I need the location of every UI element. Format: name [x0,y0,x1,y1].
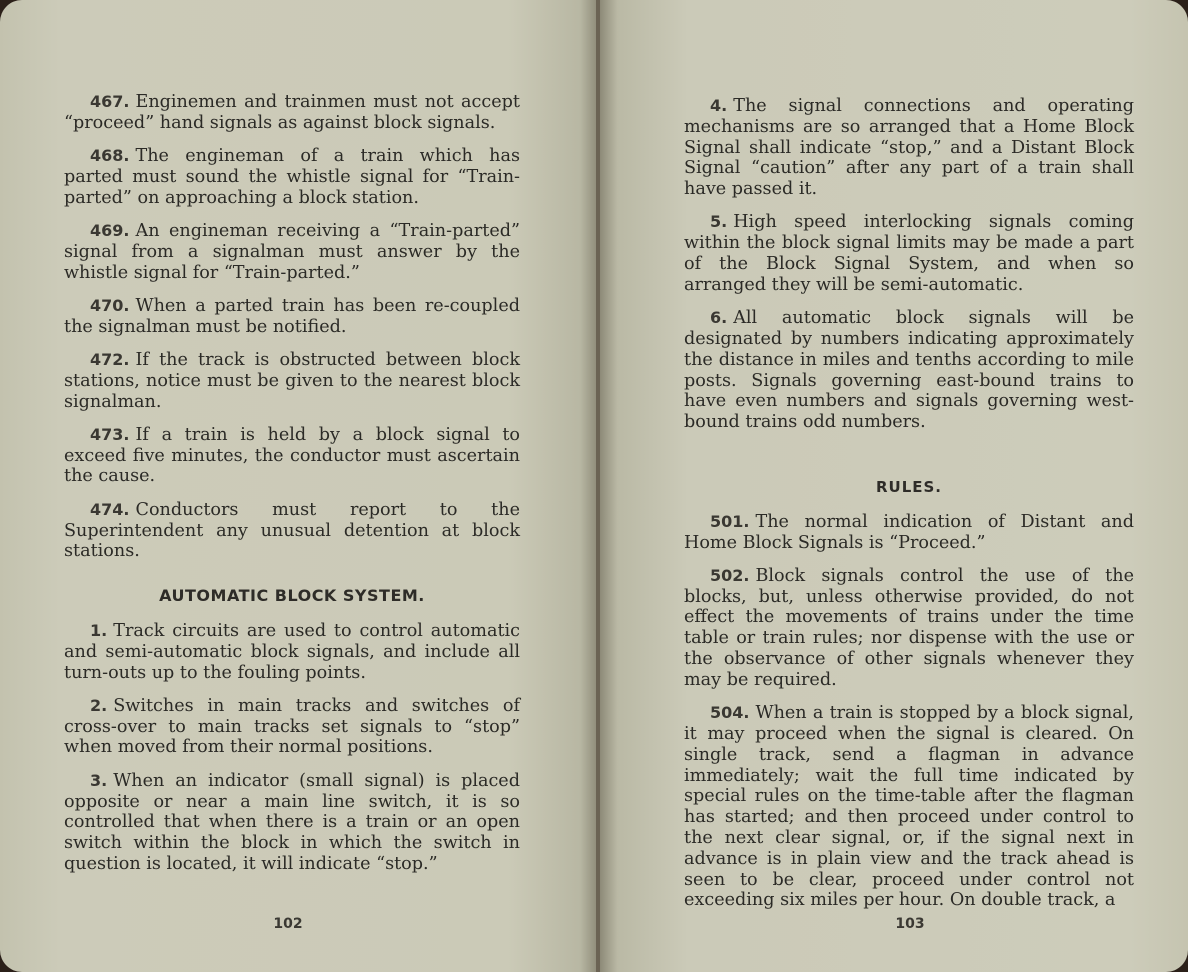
rule-text: Enginemen and trainmen must not accept “proceed” hand signals as against block signals. [64,92,520,133]
rule-paragraph [64,696,520,758]
rule-number: 501. [710,511,750,531]
rule-paragraph [64,221,520,283]
rule-text: Switches in main tracks and switches of cross-over to main tracks set signals to “stop” when moved from their normal positions. [64,695,520,758]
rule-number: 467. [90,92,130,111]
rule-text: The engineman of a train which has parted must sound the whistle signal for “Train-parted” on approaching a block station. [64,146,520,208]
rule-number: 5. [710,212,728,232]
rule-number: 4. [710,96,728,115]
rule-text: The normal indication of Distant and Home Block Signals is “Proceed.” [684,511,1134,553]
rule-number: 472. [90,349,130,369]
rule-text: The signal connections and operating mechanisms are so arranged that a Home Block Signal shall indicate “stop,” and a Distant Block Signal “caution” after any part of a train shall have passed it. [684,96,1134,200]
rule-paragraph [684,512,1134,554]
rule-number: 1. [90,620,108,640]
rule-number: 469. [90,220,130,240]
rule-number: 474. [90,499,130,519]
left-page-text [64,92,520,887]
rule-text: Block signals control the use of the blocks, but, unless otherwise provided, do not effect the movements of trains under the time table or train rules; nor dispense with the use or the observance of other signals whenever they may be required. [684,565,1134,690]
rule-number: 470. [90,295,130,315]
rule-number: 2. [90,695,108,715]
rule-text: Track circuits are used to control automatic and semi-automatic block signals, and include all turn-outs up to the fouling points. [64,620,520,683]
rule-paragraph [684,308,1134,433]
rule-text: If the track is obstructed between block stations, notice must be given to the nearest block signalman. [64,349,520,412]
rule-paragraph [684,96,1134,200]
rule-paragraph [64,621,520,683]
rule-text: High speed interlocking signals coming within the block signal limits may be made a part of the Block Signal System, and when so arranged they will be semi-automatic. [684,212,1134,295]
page-number: 103 [895,916,925,932]
rule-paragraph [684,212,1134,295]
section-heading: RULES. [875,477,943,496]
rule-number: 468. [90,146,130,166]
rule-paragraph [684,703,1134,911]
rule-text: When a parted train has been re-coupled the signalman must be notified. [64,295,520,337]
rule-number: 502. [710,565,750,585]
rule-paragraph [64,146,520,208]
rule-paragraph [64,296,520,338]
rule-paragraph [64,350,520,412]
rule-text: When a train is stopped by a block signal, it may proceed when the signal is cleared. On single track, send a flagman in advance immediately; wait the full time indicated by special rules on the time-table after the flagman has started; and then proceed under control to the next clear signal, or, if the signal next in advance is in plain view and the track ahead is seen to be clear, proceed under control not exceeding six miles per hour. On double track, a [684,703,1134,911]
right-page-text [684,96,1134,924]
rule-paragraph [64,92,520,134]
rule-text: If a train is held by a block signal to exceed five minutes, the conductor must ascertain the cause. [64,424,520,487]
rule-paragraph [684,566,1134,691]
rule-number: 473. [90,424,130,444]
rule-text: Conductors must report to the Superintendent any unusual detention at block stations. [64,499,520,562]
right-page [600,0,1188,972]
rule-paragraph [64,425,520,487]
rule-paragraph [64,500,520,562]
rule-text: An engineman receiving a “Train-parted” signal from a signalman must answer by the whistle signal for “Train-parted.” [64,220,520,283]
rule-number: 6. [710,308,728,328]
rule-text: All automatic block signals will be designated by numbers indicating approximately the distance in miles and tenths according to mile posts. Signals governing east-bound trains to have even numbers and signals governing west-bound trains odd numbers. [684,308,1134,433]
rule-paragraph [64,771,520,875]
page-number: 102 [273,916,303,932]
section-heading: AUTOMATIC BLOCK SYSTEM. [159,586,425,606]
rule-text: When an indicator (small signal) is placed opposite or near a main line switch, it is so controlled that when there is a train or an open switch within the block in which the switch in question is located, it will indicate “stop.” [64,770,520,874]
rule-number: 3. [90,770,108,790]
rule-number: 504. [710,703,750,723]
